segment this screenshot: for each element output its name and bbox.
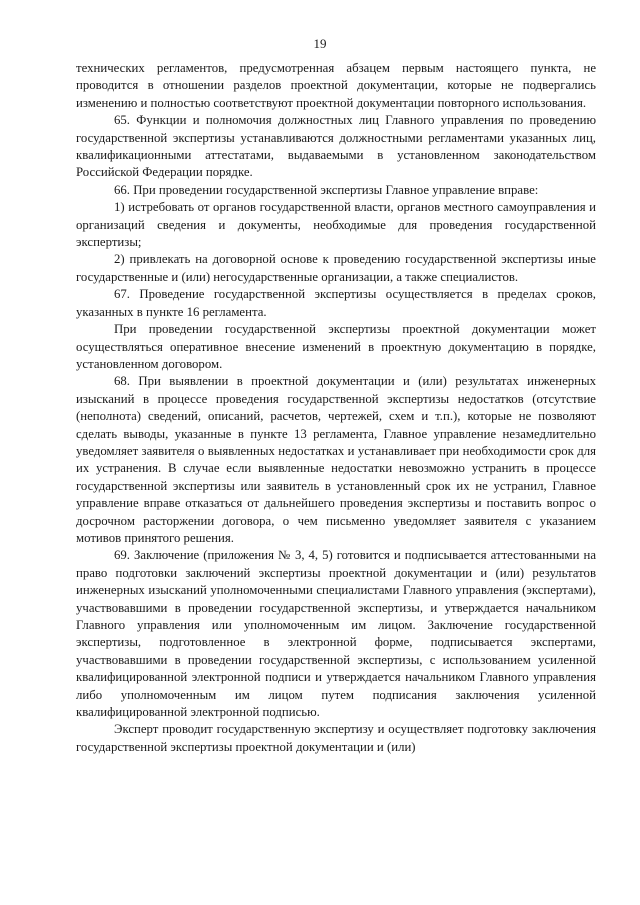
paragraph-67-second: При проведении государственной экспертизы проектной документации может осуществляться оперативное внесение изменений в проектную документацию в порядке, установленном договором.	[76, 322, 596, 371]
paragraph-68: 68. При выявлении в проектной документации и (или) результатах инженерных изысканий в процессе проведения государственной экспертизы недостатков (отсутствие (неполнота) сведений, описаний, расчетов, чертежей, схем и т.п.), которые не позволяют сделать выводы, указанные в пункте 13 регламента, Главное управление незамедлительно уведомляет заявителя о выявленных недостатках и устанавливает при необходимости срок для их устранения. В случае если выявленные недостатки невозможно устранить в процессе государственной экспертизы или заявитель в установленный срок их не устранил, Главное управление вправе отказаться от дальнейшего проведения экспертизы и поставить вопрос о досрочном расторжении договора, о чем письменно уведомляет заявителя с указанием мотивов принятого решения.	[76, 374, 596, 545]
paragraph-67: 67. Проведение государственной экспертизы осуществляется в пределах сроков, указанных в пункте 16 регламента.	[76, 287, 596, 319]
page-number: 19	[313, 36, 327, 51]
paragraph-69: 69. Заключение (приложения № 3, 4, 5) готовится и подписывается аттестованными на право подготовки заключений экспертизы проектной документации и (или) результатов инженерных изысканий уполномоченными специалистами Главного управления (экспертами), участвовавшими в проведении государственной экспертизы, и утверждается начальником Главного управления или уполномоченным им лицом. Заключение государственной экспертизы, подготовленное в электронной форме, подписывается экспертами, участвовавшими в проведении государственной экспертизы, с использованием усиленной квалифицированной электронной подписи и утверждается начальником Главного управления либо уполномоченным им лицом путем подписания заключения усиленной квалифицированной электронной подписью.	[76, 548, 596, 720]
document-body	[76, 60, 596, 756]
paragraph-66-item-1: 1) истребовать от органов государственной власти, органов местного самоуправления и организаций сведения и документы, необходимые для проведения государственной экспертизы;	[76, 200, 596, 250]
paragraph-continuation: технических регламентов, предусмотренная абзацем первым настоящего пункта, не проводится в отношении разделов проектной документации, которые не подвергались изменению и полностью соответствуют проектной документации повторного использования.	[76, 61, 596, 110]
paragraph-expert: Эксперт проводит государственную экспертизу и осуществляет подготовку заключения государственной экспертизы проектной документации и (или)	[76, 722, 596, 754]
paragraph-65: 65. Функции и полномочия должностных лиц Главного управления по проведению государственной экспертизы устанавливаются должностными регламентами указанных лиц, квалификационными аттестатами, выдаваемыми в установленном законодательством Российской Федерации порядке.	[76, 113, 596, 180]
paragraph-66-item-2: 2) привлекать на договорной основе к проведению государственной экспертизы иные государственные и (или) негосударственные организации, а также специалистов.	[76, 252, 596, 284]
paragraph-66: 66. При проведении государственной экспертизы Главное управление вправе:	[114, 182, 539, 197]
